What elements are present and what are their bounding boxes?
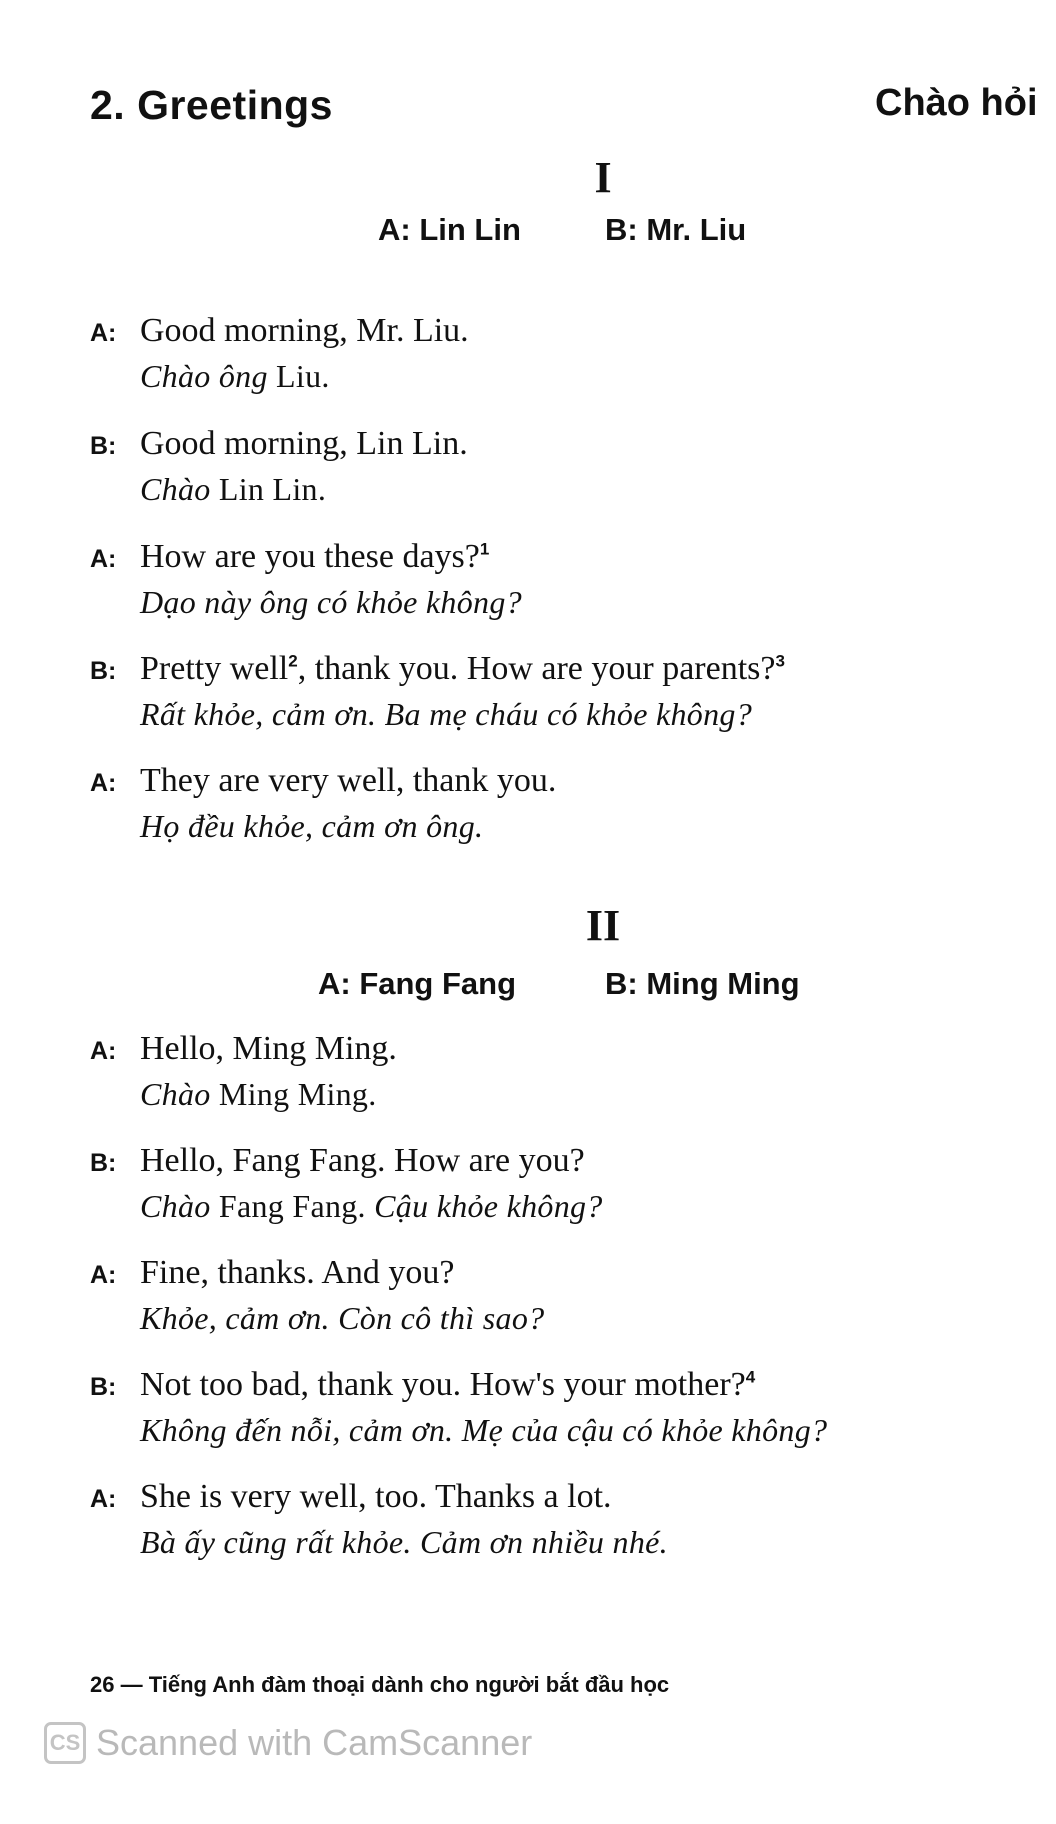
vietnamese-line: Họ đều khỏe, cảm ơn ông. <box>140 808 484 844</box>
english-line <box>140 650 785 688</box>
page-footer: 26 — Tiếng Anh đàm thoại dành cho người bắt đầu học <box>90 1672 670 1697</box>
watermark-text: Scanned with CamScanner <box>96 1722 533 1763</box>
footnote-marker: 1 <box>479 539 490 559</box>
footnote-marker: 4 <box>745 1367 756 1387</box>
speaker-marker: A: <box>90 1037 117 1065</box>
english-line <box>140 1366 755 1404</box>
speaker-a-label: A: Fang Fang <box>318 966 517 1001</box>
english-line: Hello, Fang Fang. How are you? <box>140 1142 585 1179</box>
vietnamese-plain: Lin Lin. <box>210 471 327 507</box>
english-line: Fine, thanks. And you? <box>140 1254 455 1291</box>
english-text: How are you these days? <box>140 538 480 575</box>
speaker-b-label: B: Mr. Liu <box>605 212 747 247</box>
speaker-marker: B: <box>90 657 117 685</box>
english-text: Not too bad, thank you. How's your mother? <box>140 1366 746 1403</box>
vietnamese-line <box>140 1076 377 1113</box>
vietnamese-line: Rất khỏe, cảm ơn. Ba mẹ cháu có khỏe không? <box>140 696 753 732</box>
vietnamese-line: Không đến nỗi, cảm ơn. Mẹ của cậu có khỏe không? <box>140 1412 828 1448</box>
vietnamese-italic: Cậu khỏe không? <box>374 1188 603 1224</box>
vietnamese-italic: Chào <box>140 1076 211 1112</box>
english-line: Hello, Ming Ming. <box>140 1030 397 1067</box>
speaker-roster-1 <box>0 212 1056 252</box>
speaker-marker: B: <box>90 432 117 460</box>
speaker-marker: A: <box>90 319 117 347</box>
vietnamese-line: Dạo này ông có khỏe không? <box>140 584 522 620</box>
english-line <box>140 538 489 576</box>
vietnamese-italic: Chào <box>140 471 211 507</box>
vietnamese-plain: Liu. <box>267 358 330 394</box>
footnote-marker: 2 <box>288 651 298 671</box>
vietnamese-italic: Chào ông <box>140 358 268 394</box>
vietnamese-italic: Chào <box>140 1188 211 1224</box>
speaker-marker: A: <box>90 769 117 797</box>
speaker-marker: A: <box>90 545 117 573</box>
speaker-marker: B: <box>90 1373 117 1401</box>
section-numeral-1: I <box>594 153 612 202</box>
english-line: Good morning, Mr. Liu. <box>140 312 469 349</box>
speaker-marker: B: <box>90 1149 117 1177</box>
speaker-a-label: A: Lin Lin <box>378 212 521 247</box>
speaker-marker: A: <box>90 1261 117 1289</box>
speaker-marker: A: <box>90 1485 117 1513</box>
section-numeral-2: II <box>585 901 621 950</box>
camscanner-logo-icon: CS <box>44 1722 86 1764</box>
vietnamese-plain: Ming Ming. <box>210 1076 377 1112</box>
chapter-title: 2. Greetings <box>90 82 333 128</box>
vietnamese-line <box>140 471 326 508</box>
vietnamese-line <box>140 1188 603 1225</box>
speaker-b-label: B: Ming Ming <box>605 966 800 1001</box>
english-line: She is very well, too. Thanks a lot. <box>140 1478 612 1515</box>
english-text: , thank you. How are your parents? <box>297 650 776 687</box>
english-line: They are very well, thank you. <box>140 762 557 799</box>
footnote-marker: 3 <box>775 651 785 671</box>
speaker-roster-2 <box>0 966 1056 1006</box>
vietnamese-line: Bà ấy cũng rất khỏe. Cảm ơn nhiều nhé. <box>140 1524 668 1560</box>
chapter-title-vietnamese: Chào hỏi <box>875 82 1038 124</box>
english-text: Pretty well <box>140 650 289 687</box>
vietnamese-line <box>140 358 330 395</box>
english-line: Good morning, Lin Lin. <box>140 425 468 462</box>
camscanner-watermark <box>44 1722 532 1764</box>
vietnamese-line: Khỏe, cảm ơn. Còn cô thì sao? <box>140 1300 545 1336</box>
vietnamese-plain: Fang Fang. <box>210 1188 375 1224</box>
